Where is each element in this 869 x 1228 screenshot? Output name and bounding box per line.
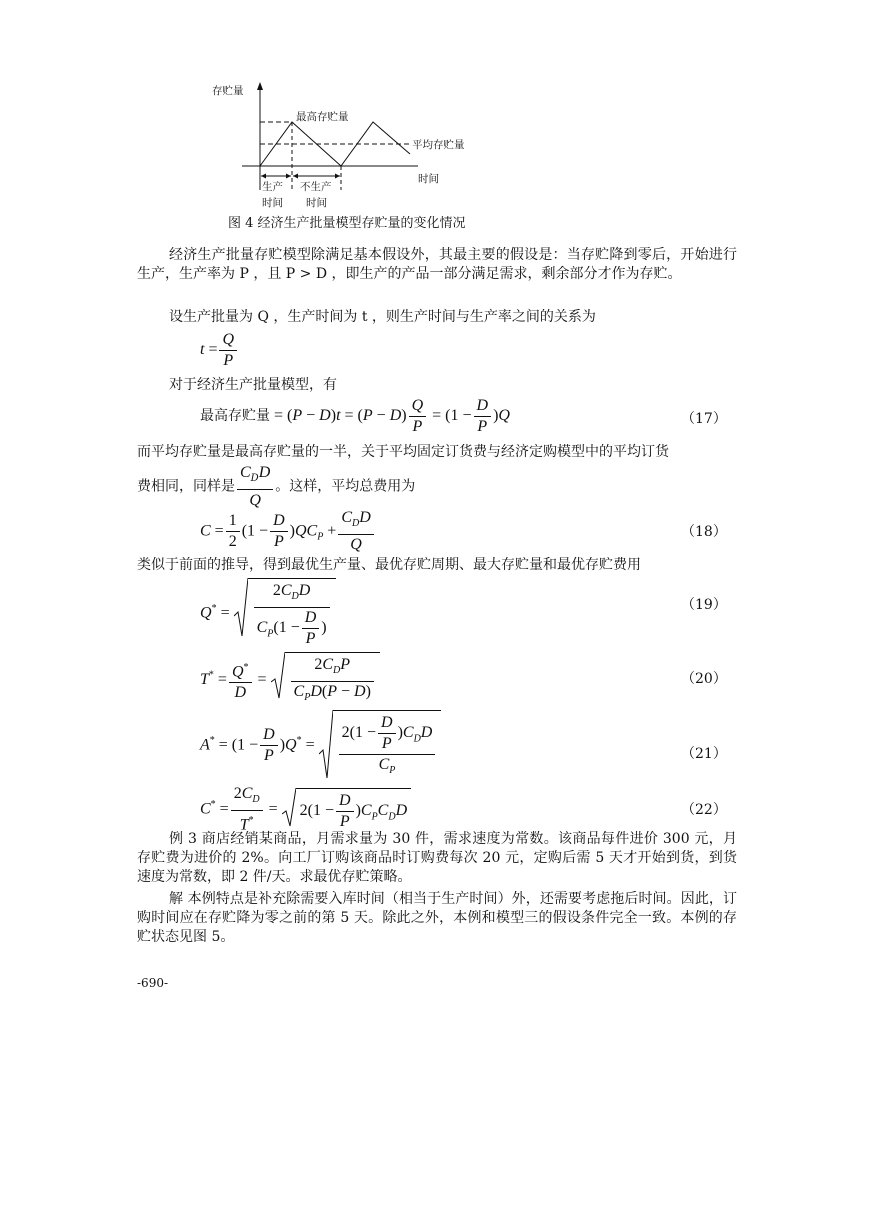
max-stock-text: 最高存贮量	[200, 408, 270, 425]
max-stock-label: 最高存贮量	[296, 111, 349, 123]
prod-time-label: 生产	[262, 181, 283, 193]
paragraph-assumptions: 经济生产批量存贮模型除满足基本假设外，其最主要的假设是：当存贮降到零后，开始进行生产，生产率为 P ，且 P > D ，即生产的产品一部分满足需求，剩余部分才作为存贮。	[137, 247, 737, 282]
equation-18: C = $\frac{1}{2}$ (1 − $\frac{D}{P}$ )$QC_P$ + $\frac{C_DD}{Q}$	[200, 508, 376, 555]
equation-number-21: （21）	[681, 746, 727, 762]
paragraph-optimal: 类似于前面的推导，得到最优生产量、最优存贮周期、最大存贮量和最优存贮费用	[137, 557, 641, 573]
equation-number-22: （22）	[681, 802, 727, 818]
paragraph-cost-b: 。这样，平均总费用为	[275, 478, 416, 495]
equation-t: t = $\frac{Q}{P}$	[200, 330, 239, 371]
solution: 解 本例特点是补充除需要入库时间（相当于生产时间）外，还需要考虑拖后时间。因此，订购时间应在存贮降为零之前的第 5 天。除此之外，本例和模型三的假设条件完全一致。本例的存贮状态见图 5。	[137, 891, 737, 945]
prod-time-label-2: 时间	[262, 197, 283, 209]
equation-number-19: （19）	[681, 597, 727, 613]
page-number: -690-	[137, 976, 169, 990]
equation-20: T* = $\frac{Q^*}{D}$ = $\frac{2C_DP}{C_PD(P - D)}$	[200, 652, 380, 708]
noprod-time-label: 不生产	[300, 181, 332, 193]
paragraph-average: 而平均存贮量是最高存贮量的一半，关于平均固定订货费与经济定购模型中的平均订货	[137, 444, 669, 460]
noprod-time-label-2: 时间	[306, 197, 327, 209]
paragraph-batch: 设生产批量为 Q ，生产时间为 t ，则生产时间与生产率之间的关系为	[169, 309, 596, 325]
equation-21: A* = (1 − $\frac{D}{P}$ )Q* = 2(1 − $\frac{D}{P}$ )$C_DD$ $C_P$	[200, 710, 441, 781]
equation-number-17: （17）	[681, 411, 727, 427]
avg-stock-label: 平均存贮量	[412, 139, 465, 151]
figure-caption: 图 4 经济生产批量模型存贮量的变化情况	[228, 216, 466, 231]
y-axis-arrow	[257, 82, 263, 90]
equation-number-18: （18）	[681, 524, 727, 540]
y-axis-label: 存贮量	[212, 85, 244, 97]
example-3: 例 3 商店经销某商品，月需求量为 30 件，需求速度为常数。该商品每件进价 300 元，月存贮费为进价的 2%。向工厂订购该商品时订购费每次 20 元，定购后需 5 天才开始到货，到货速度为常数，即 2 件/天。求最优存贮策略。	[137, 831, 737, 885]
x-axis-label: 时间	[418, 173, 439, 185]
paragraph-model: 对于经济生产批量模型，有	[169, 377, 337, 393]
paragraph-cost: 费相同，同样是 $\frac{C_DD}{Q}$ 。这样，平均总费用为	[137, 464, 416, 510]
equation-22: C* = $\frac{2C_D}{T^*}$ = 2(1 − $\frac{D}{P}$ )$C_PC_DD$	[200, 784, 411, 836]
paragraph-cost-a: 费相同，同样是	[137, 478, 235, 495]
equation-17: 最高存贮量 = (P − D)t = (P − D) $\frac{Q}{P}$ = (1 − $\frac{D}{P}$ )Q	[200, 397, 510, 435]
equation-number-20: （20）	[681, 671, 727, 687]
inventory-figure	[200, 78, 500, 230]
equation-19: Q* = $2C_DD$ $C_P(1$ − $\frac{D}{P}$ )	[200, 578, 336, 649]
